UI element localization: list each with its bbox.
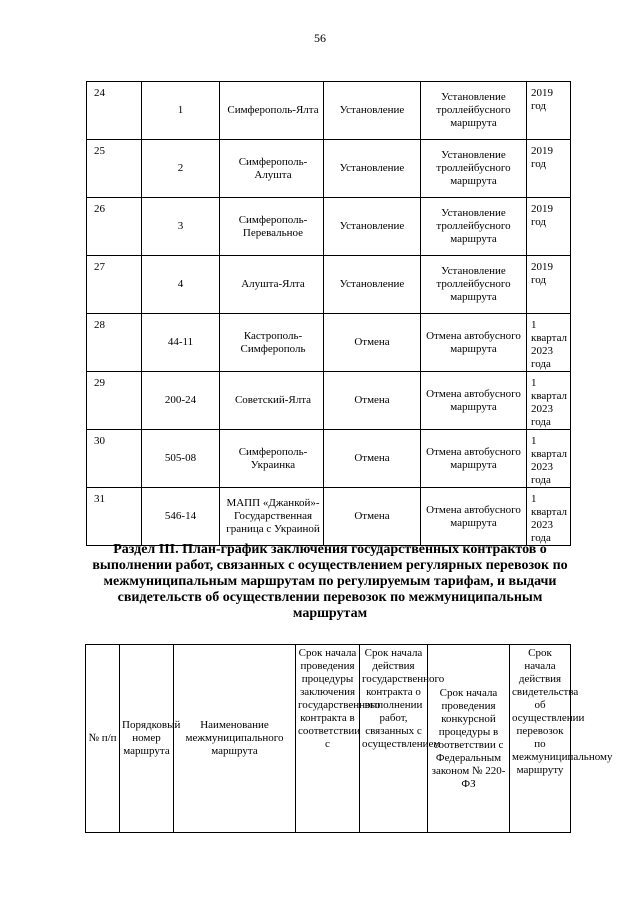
row-index: 29 <box>87 372 142 430</box>
table-row <box>87 82 571 140</box>
route-name: Симферополь-Алушта <box>220 140 324 198</box>
row-index: 25 <box>87 140 142 198</box>
route-action: Установление <box>324 82 421 140</box>
route-description: Отмена автобусного маршрута <box>421 314 527 372</box>
route-date: 1 квартал 2023 года <box>527 488 571 546</box>
row-index: 26 <box>87 198 142 256</box>
route-number: 2 <box>142 140 220 198</box>
route-number: 505-08 <box>142 430 220 488</box>
header-tender-procedure-start: Срок начала проведения конкурсной процедуры в соответствии с Федеральным законом № 220-ФЗ <box>428 645 510 833</box>
row-index: 30 <box>87 430 142 488</box>
route-description: Установление троллейбусного маршрута <box>421 256 527 314</box>
section-title: Раздел III. План-график заключения государственных контрактов о выполнении работ, связанных с осуществлением регулярных перевозок по межмуниципальным маршрутам по регулируемым тарифам, и выдачи свидетельств об осуществлении перевозок по межмуниципальным маршрутам <box>92 542 568 621</box>
route-name: Советский-Ялта <box>220 372 324 430</box>
route-number: 44-11 <box>142 314 220 372</box>
table-row <box>87 372 571 430</box>
route-name: Кастрополь-Симферополь <box>220 314 324 372</box>
routes-table-body <box>87 82 571 546</box>
schedule-table <box>85 644 613 833</box>
route-description: Установление троллейбусного маршрута <box>421 140 527 198</box>
route-date: 1 квартал 2023 года <box>527 372 571 430</box>
route-name: Алушта-Ялта <box>220 256 324 314</box>
route-description: Отмена автобусного маршрута <box>421 372 527 430</box>
header-number: № п/п <box>86 645 120 833</box>
table-row <box>87 198 571 256</box>
route-date: 1 квартал 2023 года <box>527 314 571 372</box>
route-action: Отмена <box>324 372 421 430</box>
row-index: 28 <box>87 314 142 372</box>
table-row <box>87 430 571 488</box>
route-date: 2019 год <box>527 82 571 140</box>
route-action: Установление <box>324 140 421 198</box>
route-name: Симферополь-Ялта <box>220 82 324 140</box>
route-date: 2019 год <box>527 256 571 314</box>
header-route-order-number: Порядковый номер маршрута <box>120 645 174 833</box>
header-contract-procedure-start: Срок начала проведения процедуры заключения государственного контракта в соответствии с <box>296 645 360 833</box>
table-row <box>87 488 571 546</box>
route-name: Симферополь-Украинка <box>220 430 324 488</box>
route-date: 2019 год <box>527 198 571 256</box>
schedule-header-row <box>86 645 571 833</box>
header-route-name: Наименование межмуниципального маршрута <box>174 645 296 833</box>
row-index: 31 <box>87 488 142 546</box>
route-name: Симферополь-Перевальное <box>220 198 324 256</box>
routes-table <box>86 81 571 546</box>
route-action: Отмена <box>324 430 421 488</box>
route-description: Отмена автобусного маршрута <box>421 488 527 546</box>
route-number: 200-24 <box>142 372 220 430</box>
route-action: Отмена <box>324 314 421 372</box>
route-date: 1 квартал 2023 года <box>527 430 571 488</box>
route-number: 3 <box>142 198 220 256</box>
route-action: Установление <box>324 256 421 314</box>
route-action: Отмена <box>324 488 421 546</box>
row-index: 27 <box>87 256 142 314</box>
route-date: 2019 год <box>527 140 571 198</box>
route-number: 546-14 <box>142 488 220 546</box>
header-contract-validity-start: Срок начала действия государственного контракта о выполнении работ, связанных с осуществлением <box>360 645 428 833</box>
row-index: 24 <box>87 82 142 140</box>
page-number: 56 <box>314 31 326 45</box>
header-certificate-validity-start: Срок начала действия свидетельства об осуществлении перевозок по межмуниципальному маршруту <box>510 645 571 833</box>
table-row <box>87 314 571 372</box>
route-name: МАПП «Джанкой»-Государственная граница с Украиной <box>220 488 324 546</box>
table-row <box>87 256 571 314</box>
route-number: 1 <box>142 82 220 140</box>
route-description: Отмена автобусного маршрута <box>421 430 527 488</box>
table-row <box>87 140 571 198</box>
route-description: Установление троллейбусного маршрута <box>421 82 527 140</box>
route-description: Установление троллейбусного маршрута <box>421 198 527 256</box>
route-number: 4 <box>142 256 220 314</box>
route-action: Установление <box>324 198 421 256</box>
